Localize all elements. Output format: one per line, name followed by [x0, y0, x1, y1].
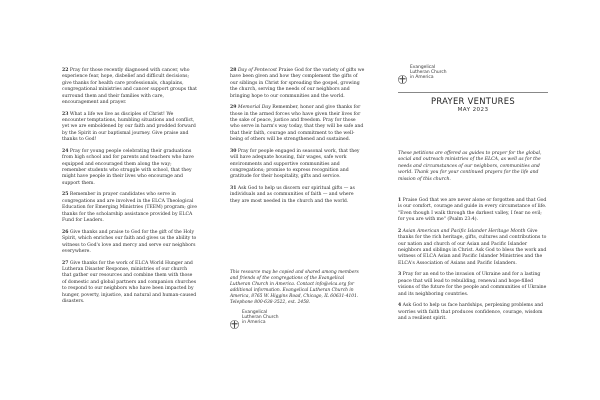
prayer-list-left [62, 0, 197, 305]
header-logo-text [410, 66, 447, 80]
prayer-text: What a life we live as disciples of Christ! We encounter temptations, humbling situations and conflict, yet we are emboldened by our faith and prodded forward by the Spirit in our baptismal journey. Give praise and thanks to God! [62, 111, 196, 143]
prayer-day-number: 22 [62, 68, 69, 73]
prayer-item [398, 198, 548, 224]
prayer-item [230, 105, 365, 143]
prayer-day-number: 31 [230, 186, 237, 192]
intro-text: These petitions are offered as guides to prayer for the global, social and outreach ministries of the ELCA, as well as for the needs and circumstances of our neighbors, communities and world. Thank you for your continued prayers for the life and mission of this church. [398, 151, 542, 182]
prayer-day-number: 26 [62, 229, 69, 235]
prayer-day-label: Asian American and Pacific Islander Heritage Month [402, 228, 526, 234]
footer-logo-text [242, 311, 279, 325]
prayer-text: Ask God to help us face hardships, perplexing problems and worries with faith that produces confidence, courage, wisdom and a resilient spirit. [398, 303, 544, 322]
logo-line-2: Lutheran Church [410, 69, 447, 75]
prayer-text: Remember, honor and give thanks for those in the armed forces who have given their lives for the sake of peace, justice and freedom. Pray for those who serve in harm's way today, that they will be safe and that their faith, courage and commitment to the well-being of others will be strengthened and sustained. [230, 105, 364, 143]
column-right [398, 0, 548, 400]
prayer-text: Remember in prayer candidates who serve in congregations and are involved in the ELCA Theological Education for Emerging Ministries (TEEM) program; give thanks for the scholarship assistance provided by ELCA Fund for Leaders. [62, 192, 197, 224]
prayer-text: Ask God to help us discern our spiritual gifts — as individuals and as communities of faith — and where they are most needed in the church and the world. [230, 186, 355, 204]
prayer-day-number: 24 [62, 148, 69, 154]
prayer-item [62, 261, 197, 306]
header-logo [398, 66, 447, 80]
prayer-day-number: 4 [398, 303, 402, 309]
prayer-item [230, 149, 365, 181]
footer-logo [230, 311, 279, 325]
prayer-text: Pray for young people celebrating their graduations from high school and for parents and teachers who have equipped and encouraged them along the way; remember students who struggle with school, that they might have people in their lives who encourage and support them. [62, 148, 194, 186]
prayer-text: Give thanks for the rich heritage, gifts, cultures and contributions to our nation and church of our Asian and Pacific Islander neighbors and siblings in Christ. Ask God to bless the work and witness of ELCA Asian and Pacific Islander Ministries and the ELCA's Association of Asians and Pacific Islanders. [398, 228, 547, 266]
logo-line-3: in America [242, 319, 266, 325]
elca-cross-icon [398, 69, 407, 78]
prayer-day-label: Memorial Day [237, 105, 271, 111]
prayer-day-number: 3 [398, 272, 402, 278]
prayer-item [62, 192, 197, 224]
title-rule [398, 92, 548, 93]
prayer-item [230, 68, 365, 100]
prayer-list-middle [230, 0, 365, 205]
prayer-text: Give thanks and praise to God for the gift of the Holy Spirit, which enriches our faith and gives us the ability to witness to God's love and mercy and serve our neighbors everywhere. [62, 229, 197, 254]
prayer-text: Praise God for the variety of gifts we have been given and how they complement the gifts of our siblings in Christ for spreading the gospel, growing the church, serving the needs of our neighbors and bringing hope to our communities and the world. [230, 68, 365, 99]
prayer-item [230, 186, 365, 205]
prayer-item [62, 149, 197, 187]
prayer-day-number: 27 [62, 260, 69, 266]
prayer-day-number: 23 [62, 111, 69, 117]
prayer-list-right [398, 198, 548, 328]
logo-line-1: Evangelical [242, 310, 268, 315]
prayer-item [62, 230, 197, 256]
prayer-day-number: 29 [230, 105, 237, 111]
prayer-item [398, 303, 548, 322]
prayer-day-number: 2 [398, 228, 402, 234]
copyright-note: This resource may be copied and shared among members and friends of the congregations of the Evangelical Lutheran Church in America. Contact info@elca.org for additional information. Evangelical Lutheran Church in America, 8765 W. Higgins Road, Chicago, IL 60631-4101. Telephone 800-638-3522, ext. 2458. [230, 270, 359, 305]
prayer-text: Pray for an end to the invasion of Ukraine and for a lasting peace that will lead to rebuilding, renewal and hope-filled visions of the future for the people and communities of Ukraine and its neighboring countries. [398, 272, 547, 297]
logo-line-1: Evangelical [410, 65, 436, 70]
column-left [62, 0, 197, 311]
prayer-item [398, 229, 548, 267]
prayer-day-number: 25 [62, 192, 69, 198]
title-block [398, 92, 548, 113]
prayer-text: Praise God that we are never alone or forgotten and that God is our comfort, courage and guide in every circumstance of life. "Even though I walk through the darkest valley, I fear no evil; for you are with me" (Psalm 23:4). [398, 198, 547, 223]
prayer-day-label: Day of Pentecost [237, 68, 277, 73]
page-title: PRAYER VENTURES [431, 96, 515, 106]
prayer-day-number: 30 [230, 148, 237, 154]
prayer-item [62, 112, 197, 144]
elca-cross-icon [230, 314, 239, 323]
prayer-text: Give thanks for the work of ELCA World Hunger and Lutheran Disaster Response, ministries of our church that gather our resources and combine them with those of domestic and global partners and companion churches to respond to our neighbors who have been impacted by hunger, poverty, injustice, and natural and human-caused disasters. [62, 260, 197, 304]
logo-line-2: Lutheran Church [242, 314, 279, 320]
prayer-item [398, 272, 548, 298]
column-middle [230, 0, 365, 400]
prayer-day-number: 1 [398, 198, 402, 203]
prayer-day-number: 28 [230, 68, 237, 73]
logo-line-3: in America [410, 74, 434, 80]
prayer-text: Pray for people engaged in seasonal work, that they will have adequate housing, fair wages, safe work environments and supportive communities and congregations; promise to express recognition and gratitude for their hospitality, gifts and service. [230, 148, 360, 180]
prayer-text: Pray for those recently diagnosed with cancer, who experience fear, hope, disbelief and difficult decisions; give thanks for health care professionals, chaplains, congregational ministries and cancer support groups that surround them and their families with care, encouragement and prayer. [62, 68, 197, 106]
page-subtitle: MAY 2023 [457, 107, 489, 113]
prayer-item [62, 68, 197, 106]
